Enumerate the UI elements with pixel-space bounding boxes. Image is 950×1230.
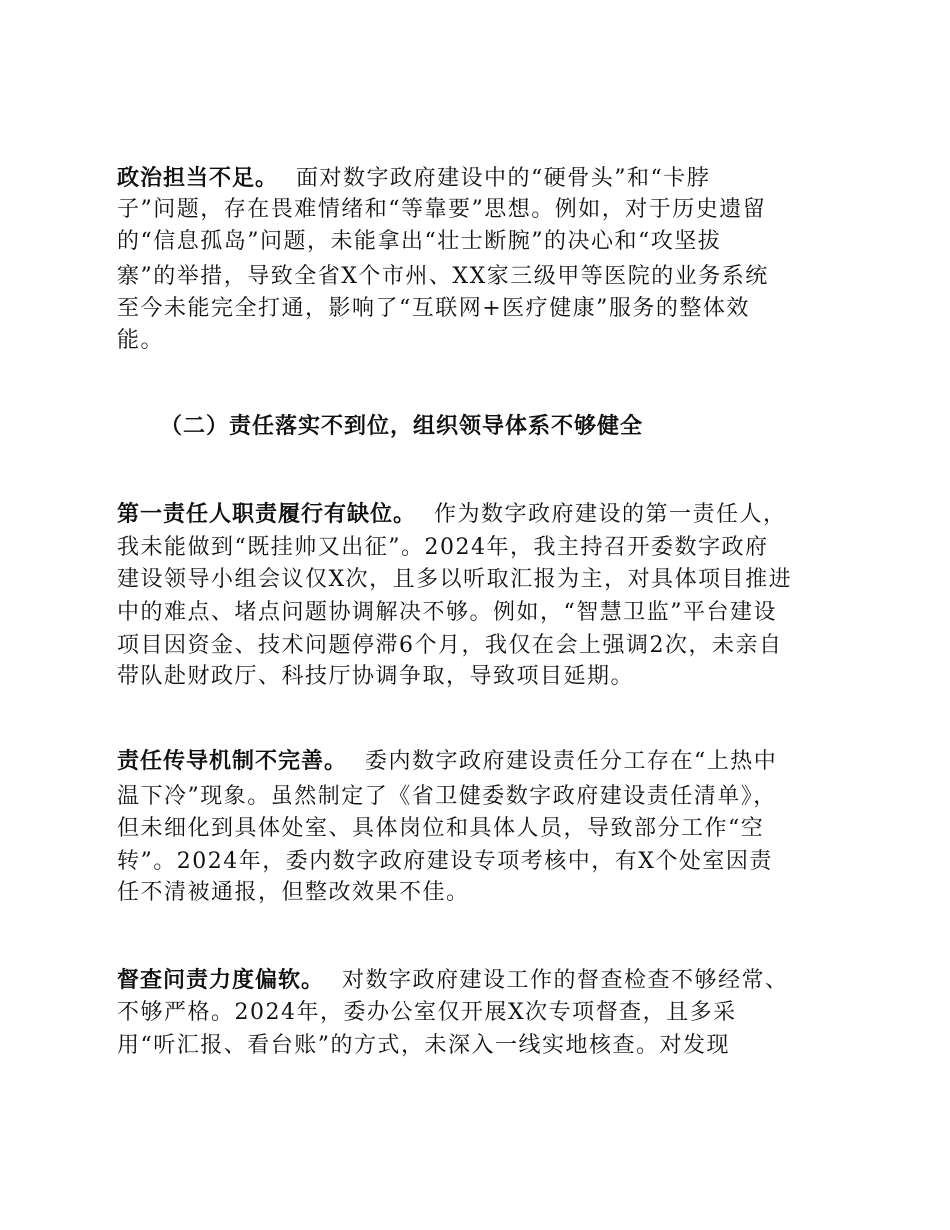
paragraph-line: 的“信息孤岛”问题，未能拿出“壮士断腕”的决心和“攻坚拔 [117, 229, 722, 254]
paragraph-line: 子”问题，存在畏难情绪和“等靠要”思想。例如，对于历史遗留 [117, 197, 767, 222]
paragraph-line: 我未能做到“既挂帅又出征”。2024年，我主持召开委数字政府 [117, 535, 769, 560]
paragraph-line [117, 747, 777, 777]
paragraph-line: 转”。2024年，委内数字政府建设专项考核中，有X个处室因责 [117, 849, 773, 874]
paragraph-text: 对数字政府建设工作的督查检查不够经常、 [342, 968, 789, 993]
paragraph-line: 带队赴财政厅、科技厅协调争取，导致项目延期。 [117, 664, 635, 689]
paragraph-line: 项目因资金、技术问题停滞6个月，我仅在会上强调2次，未亲自 [117, 633, 783, 658]
paragraph-lead: 政治担当不足。 [117, 166, 279, 191]
paragraph-line: 但未细化到具体处室、具体岗位和具体人员，导致部分工作“空 [117, 816, 765, 841]
paragraph-text: 委内数字政府建设责任分工存在“上热中 [365, 749, 778, 774]
paragraph-line: 任不清被通报，但整改效果不佳。 [117, 880, 470, 905]
paragraph-line [117, 500, 787, 530]
paragraph-lead: 第一责任人职责履行有缺位。 [117, 502, 417, 527]
paragraph-line: 温下冷”现象。虽然制定了《省卫健委数字政府建设责任清单》， [117, 784, 777, 809]
paragraph-line: 不够严格。2024年，委办公室仅开展X次专项督查，且多采 [117, 1000, 737, 1025]
paragraph-line: 能。 [117, 328, 165, 353]
paragraph-line [117, 164, 710, 194]
paragraph-lead: 责任传导机制不完善。 [117, 749, 348, 774]
paragraph-text: 面对数字政府建设中的“硬骨头”和“卡脖 [296, 166, 711, 191]
section-heading: （二）责任落实不到位，组织领导体系不够健全 [160, 414, 644, 439]
paragraph-line: 用“听汇报、看台账”的方式，未深入一线实地核查。对发现 [117, 1033, 730, 1058]
paragraph-text: 作为数字政府建设的第一责任人， [434, 502, 787, 527]
paragraph-line: 寨”的举措，导致全省X个市州、XX家三级甲等医院的业务系统 [117, 264, 769, 289]
paragraph-line: 至今未能完全打通，影响了“互联网+医疗健康”服务的整体效 [117, 296, 750, 321]
paragraph-line: 中的难点、堵点问题协调解决不够。例如，“智慧卫监”平台建设 [117, 600, 777, 625]
paragraph-line: 建设领导小组会议仅X次，且多以听取汇报为主，对具体项目推进 [117, 567, 793, 592]
paragraph-line [117, 966, 789, 996]
paragraph-lead: 督查问责力度偏软。 [117, 968, 325, 993]
